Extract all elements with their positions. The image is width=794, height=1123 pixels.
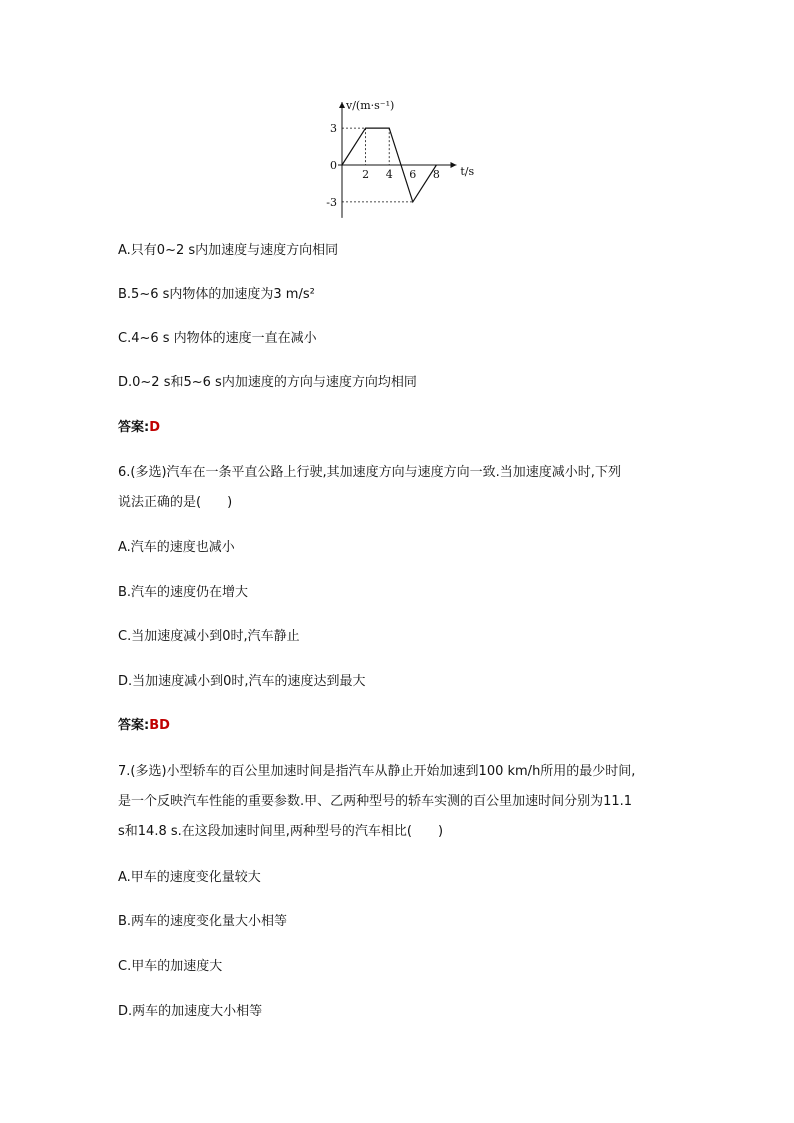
answer-value: D bbox=[149, 420, 160, 435]
answer-label: 答案: bbox=[118, 420, 150, 435]
q5-option-c: C.4~6 s 内物体的速度一直在减小 bbox=[118, 331, 317, 346]
q5-option-a: A.只有0~2 s内加速度与速度方向相同 bbox=[118, 243, 339, 258]
axes bbox=[338, 102, 456, 218]
q5-option-b: B.5~6 s内物体的加速度为3 m/s² bbox=[118, 287, 315, 302]
q7-option-d: D.两车的加速度大小相等 bbox=[118, 1004, 263, 1019]
x-axis-label: t/s bbox=[460, 165, 475, 178]
q6-option-b: B.汽车的速度仍在增大 bbox=[118, 585, 249, 600]
x-tick-label: 6 bbox=[409, 168, 417, 181]
origin-label: 0 bbox=[330, 159, 337, 172]
q7-stem-line-1: 7.(多选)小型轿车的百公里加速时间是指汽车从静止开始加速到100 km/h所用的最少时间, bbox=[118, 764, 636, 779]
y-axis-label: v/(m·s⁻¹) bbox=[346, 99, 395, 112]
q7-option-c: C.甲车的加速度大 bbox=[118, 959, 223, 974]
x-tick-label: 8 bbox=[432, 168, 440, 181]
q7-stem-line-3: s和14.8 s.在这段加速时间里,两种型号的汽车相比( ) bbox=[118, 824, 444, 839]
velocity-time-graph bbox=[320, 98, 480, 218]
y-tick-label: 3 bbox=[330, 122, 337, 136]
q6-stem-line-2: 说法正确的是( ) bbox=[118, 495, 233, 510]
q6-answer bbox=[118, 716, 170, 736]
x-tick-label: 2 bbox=[362, 168, 370, 181]
q6-option-d: D.当加速度减小到0时,汽车的速度达到最大 bbox=[118, 674, 366, 689]
answer-label: 答案: bbox=[118, 718, 150, 733]
q7-option-b: B.两车的速度变化量大小相等 bbox=[118, 914, 288, 929]
y-tick-label: -3 bbox=[326, 195, 337, 209]
q5-answer bbox=[118, 418, 160, 438]
q6-option-c: C.当加速度减小到0时,汽车静止 bbox=[118, 629, 300, 644]
answer-value: BD bbox=[149, 718, 170, 733]
q5-option-d: D.0~2 s和5~6 s内加速度的方向与速度方向均相同 bbox=[118, 375, 417, 390]
q6-stem-line-1: 6.(多选)汽车在一条平直公路上行驶,其加速度方向与速度方向一致.当加速度减小时,下列 bbox=[118, 465, 621, 480]
q7-stem-line-2: 是一个反映汽车性能的重要参数.甲、乙两种型号的轿车实测的百公里加速时间分别为11.1 bbox=[118, 794, 633, 809]
x-tick-label: 4 bbox=[385, 168, 393, 181]
q6-option-a: A.汽车的速度也减小 bbox=[118, 540, 235, 555]
q7-option-a: A.甲车的速度变化量较大 bbox=[118, 870, 261, 885]
